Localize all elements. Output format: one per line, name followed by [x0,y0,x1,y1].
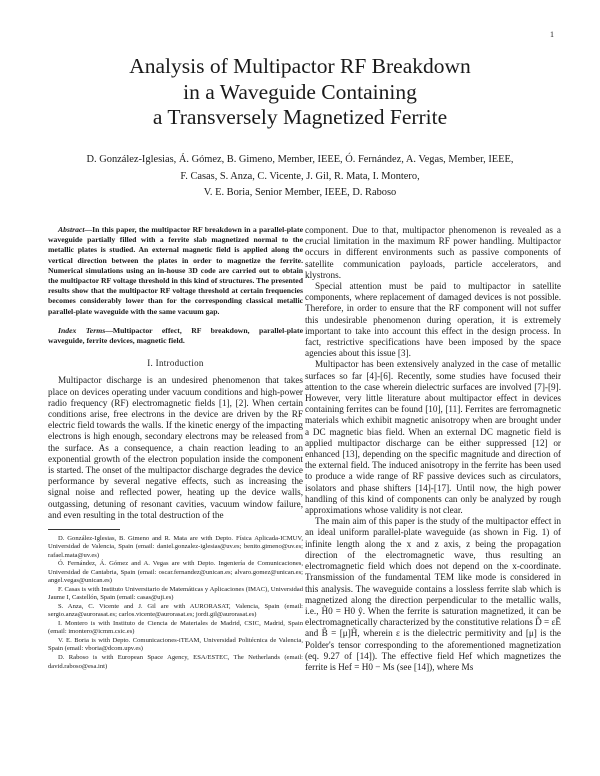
abstract [48,225,303,317]
index-terms [48,326,303,346]
title-line-1: Analysis of Multipactor RF Breakdown [129,54,471,78]
authors-line-3: V. E. Boria, Senior Member, IEEE, D. Raboso [203,187,397,198]
page-number: 1 [550,30,554,39]
author-list [60,152,540,202]
footnote-divider [48,529,120,530]
footnote: D. González-Iglesias, B. Gimeno and R. Mata are with Depto. Física Aplicada-ICMUV, Universidad de Valencia, Spain (email: daniel.gonzalez-iglesias@uv.es; benito.gimeno@uv.es; rafael.mata@uv.es) [48,535,303,559]
left-column [48,225,303,671]
intro-paragraph: Multipactor discharge is an undesired phenomenon that takes place on devices operating under vacuum conditions and high-power radio frequency (RF) electromagnetic fields [1], [2]. When certain conditions arise, free electrons in the device are driven by the RF electric field towards the walls. If the kinetic energy of the impacting electrons is high enough, secondary electrons may be released from the surface. As a consequence, a chain reaction leading to an exponential growth of the electron population inside the component is started. The onset of the multipactor discharge degrades the device performance by several negative effects, such as increasing the signal noise and reflected power, heating up the device walls, outgassing, detuning of resonant cavities, vacuum window failure, and even resulting in the total destruction of the [48,375,303,520]
footnote: F. Casas is with Instituto Universitario de Matemáticas y Aplicaciones (IMAC), Universidad Jaume I, Castellón, Spain (email: casas@uji.es) [48,585,303,602]
authors-line-1: D. González-Iglesias, Á. Gómez, B. Gimeno, Member, IEEE, Ó. Fernández, A. Vegas, Member, IEEE, [86,154,514,165]
right-column [305,225,561,673]
title-line-3: a Transversely Magnetized Ferrite [152,105,448,129]
footnote: Ó. Fernández, Á. Gómez and A. Vegas are with Depto. Ingeniería de Comunicaciones, Universidad de Cantabria, Spain (email: oscar.fernandez@unican.es; alvaro.gomez@unican.es; angel.vegas@unican.es) [48,560,303,585]
abstract-label: Abstract [58,225,85,234]
title-line-2: in a Waveguide Containing [183,79,417,104]
footnote: V. E. Boria is with Depto. Comunicaciones-iTEAM, Universidad Politécnica de Valencia, Spain (email: vboria@dcom.upv.es) [48,637,303,653]
body-paragraph: Special attention must be paid to multipactor in satellite components, where replacement of damaged devices is not possible. Therefore, in order to ensure that the RF component will not suffer this undesirable phenomenon during operation, it is extremely important to take into account this effect in the design process. In fact, restrictive specifications have been imposed by the space agencies about this issue [3]. [305,281,561,359]
abstract-text: —In this paper, the multipactor RF breakdown in a parallel-plate waveguide partially filled with a ferrite slab magnetized normal to the metallic plates is studied. An external magnetic field is applied along the vertical direction between the plates in order to magnetize the ferrite. Numerical simulations using an in-house 3D code are carried out to obtain the multipactor RF voltage threshold in this kind of structures. The presented results show that the multipactor RF voltage threshold at certain frequencies becomes considerably lower than for the corresponding classical metallic parallel-plate waveguide with the same vacuum gap. [48,225,303,316]
authors-line-2: F. Casas, S. Anza, C. Vicente, J. Gil, R. Mata, I. Montero, [180,170,420,182]
paper-title [0,54,600,131]
footnote: D. Raboso is with European Space Agency, ESA/ESTEC, The Netherlands (email: david.raboso@esa.int) [48,654,303,670]
section-heading-introduction: I. Introduction [147,358,204,369]
body-paragraph: component. Due to that, multipactor phenomenon is revealed as a crucial limitation in the maximum RF power handling. Multipactor occurs in different environments such as passive components of satellite communication payloads, particle accelerators, and klystrons. [305,225,561,280]
index-terms-label: Index Terms [58,325,106,335]
footnote: S. Anza, C. Vicente and J. Gil are with AURORASAT, Valencia, Spain (email: sergio.anza@aurorasat.es; carlos.vicente@aurorasat.es; jordi.gil@aurorasat.es) [48,602,303,619]
index-terms-text: —Multipactor effect, RF breakdown, parallel-plate waveguide, ferrite devices, magnetic field. [48,325,303,346]
body-paragraph: Multipactor has been extensively analyzed in the case of metallic surfaces so far [4]-[6]. Recently, some studies have focused their attention to the case wherein dielectric surfaces are involved [7]-[9]. However, very little literature about multipactor effect in devices containing ferrites can be found [10], [11]. Ferrites are ferromagnetic materials which exhibit magnetic anisotropy when are brought under a DC magnetic bias field. When an external DC magnetic field is applied multipactor discharge can be either suppressed [12] or enhanced [13], depending on the specific magnitude and direction of the external field. The induced anisotropy in the ferrite has been used to produce a wide range of RF passive devices such as circulators, isolators and phase shifters [14]-[17]. Until now, the high power handling of this kind of components can only be analyzed by rough approximations whose validity is not clear. [305,359,561,516]
footnote: I. Montero is with Instituto de Ciencia de Materiales de Madrid, CSIC, Madrid, Spain (email: imontero@icmm.csic.es) [48,620,303,636]
body-paragraph: The main aim of this paper is the study of the multipactor effect in an ideal uniform parallel-plate waveguide (as shown in Fig. 1) of infinite length along the x and z axis, z being the propagation direction of the electromagnetic wave, thus resulting an electromagnetic field which does not depend on the x-coordinate. Transmission of the fundamental TEM like mode is considered in this analysis. The waveguide contains a lossless ferrite slab which is magnetized along the direction perpendicular to the metallic walls, i.e., H̃0 = H0 ŷ. When the ferrite is saturation magnetized, it can be electromagnetically characterized by the constitutive relations D̃ = εẼ and B̃ = [μ]H̃, wherein ε is the dielectric permitivity and [μ] is the Polder's tensor corresponding to the aforementioned magnetization (eq. 9.27 of [14]). The effective field Hef which magnetizes the ferrite is Hef = H0 − Ms (see [14]), where Ms [305,516,561,672]
